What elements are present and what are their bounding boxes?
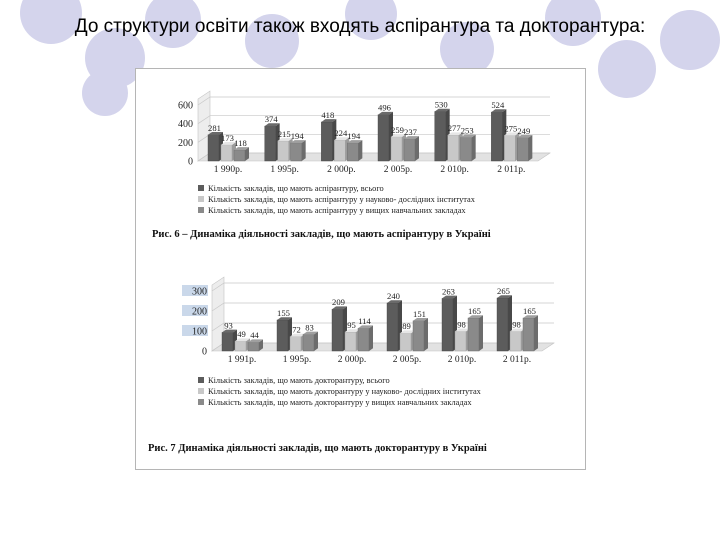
- legend-swatch: [198, 207, 204, 213]
- chart-2-bar-side: [314, 332, 318, 351]
- chart-2-bar: [277, 320, 288, 351]
- chart-1-bar: [391, 137, 402, 161]
- chart-2-data-label: 165: [523, 306, 536, 316]
- chart-1-x-tick-label: 2 005р.: [383, 165, 413, 175]
- chart-1-data-label: 237: [404, 126, 417, 137]
- chart-1-bar-side: [358, 140, 362, 161]
- chart-2-bar-side: [534, 315, 538, 351]
- legend-swatch: [198, 185, 204, 191]
- chart-2-y-tick-label: 100: [192, 326, 207, 338]
- chart-2-x-tick-label: 2 011р.: [502, 355, 532, 365]
- chart-1-data-label: 253: [460, 125, 474, 136]
- chart-1-bar: [347, 143, 358, 161]
- chart-2-bar-side: [479, 315, 483, 351]
- chart-2-data-label: 89: [402, 321, 411, 332]
- chart-2-data-label: 83: [305, 322, 314, 333]
- chart-1-bar: [404, 139, 415, 161]
- legend-label: Кількість закладів, що мають аспірантуру у вищих навчальних закладах: [208, 206, 466, 215]
- chart-2-data-label: 98: [512, 319, 521, 330]
- chart-1-bar: [448, 135, 459, 161]
- chart-1-bar: [378, 115, 389, 161]
- legend-item: [198, 375, 481, 386]
- chart-1-data-label: 281: [208, 122, 221, 133]
- chart-2-data-label: 209: [332, 297, 345, 308]
- chart-1-bar: [291, 143, 302, 161]
- chart-1-legend: [198, 183, 475, 216]
- chart-2-data-label: 72: [292, 324, 301, 335]
- chart-2-bar: [523, 318, 534, 351]
- chart-1-bar-side: [302, 140, 306, 161]
- chart-2-data-label: 49: [237, 329, 246, 340]
- legend-item: [198, 397, 481, 408]
- chart-1-x-tick-label: 2 011р.: [497, 165, 526, 175]
- chart-1-bar: [504, 135, 515, 161]
- chart-1-x-tick-label: 2 000р.: [327, 165, 356, 175]
- chart-2-x-tick-label: 1 991р.: [227, 355, 257, 365]
- chart-1-data-label: 259: [391, 124, 404, 135]
- chart-2-caption: Рис. 7 Динаміка діяльності закладів, що мають докторантуру в Україні: [148, 443, 487, 454]
- chart-1-bar: [221, 145, 232, 161]
- chart-2-data-label: 98: [457, 319, 466, 330]
- chart-2-y-tick-label: 0: [202, 346, 207, 358]
- chart-1-x-tick-label: 2 010р.: [440, 165, 469, 175]
- legend-item: [198, 386, 481, 397]
- chart-1-data-label: 194: [347, 130, 361, 141]
- legend-label: Кількість закладів, що мають аспірантуру у науково- дослідних інститутах: [208, 195, 475, 204]
- legend-item: [198, 194, 475, 205]
- legend-swatch: [198, 196, 204, 202]
- legend-label: Кількість закладів, що мають докторантуру у вищих навчальних закладах: [208, 398, 472, 407]
- chart-2-data-label: 93: [224, 320, 233, 331]
- chart-2-data-label: 95: [347, 320, 356, 330]
- chart-2-x-tick-label: 2 005р.: [392, 355, 422, 365]
- decor-circle: [598, 40, 656, 98]
- chart-2-bar: [290, 337, 301, 351]
- chart-2-bar: [332, 309, 343, 351]
- chart-2-bar: [510, 331, 521, 351]
- legend-label: Кількість закладів, що мають докторантуру у науково- дослідних інститутах: [208, 387, 481, 396]
- chart-1-bar: [491, 112, 502, 161]
- chart-1-bar: [334, 140, 345, 161]
- chart-1-bar: [517, 138, 528, 161]
- chart-1-data-label: 275: [504, 123, 518, 134]
- chart-2-bar: [497, 298, 508, 351]
- chart-1-data-label: 496: [378, 102, 391, 113]
- chart-2-bar: [400, 333, 411, 351]
- chart-2-bar-side: [424, 318, 428, 351]
- chart-2-bar: [455, 331, 466, 351]
- chart-1-y-tick-label: 600: [178, 100, 193, 112]
- legend-label: Кількість закладів, що мають аспірантуру, всього: [208, 184, 384, 193]
- chart-1-data-label: 374: [264, 114, 278, 125]
- chart-2-y-tick-label: 300: [192, 286, 207, 298]
- chart-1-bar: [278, 141, 289, 161]
- chart-2-data-label: 263: [442, 286, 455, 297]
- chart-1-bar: [461, 137, 472, 161]
- chart-2-x-tick-label: 1 995р.: [282, 355, 312, 365]
- chart-1-data-label: 215: [277, 128, 291, 139]
- chart-2-x-tick-label: 2 000р.: [337, 355, 367, 365]
- chart-1-data-label: 194: [290, 130, 304, 141]
- slide-title: До структури освіти також входять аспірантура та докторантура:: [74, 16, 646, 37]
- legend-item: [198, 183, 475, 194]
- legend-item: [198, 205, 475, 216]
- chart-2-bar: [235, 341, 246, 351]
- chart-2-bar: [442, 298, 453, 351]
- chart-1-caption: Рис. 6 – Динаміка діяльності закладів, що мають аспірантуру в Україні: [152, 229, 491, 240]
- chart-2-y-tick-label: 200: [192, 306, 207, 318]
- chart-1-data-label: 249: [517, 125, 531, 136]
- chart-2-bar: [345, 332, 356, 351]
- chart-1-bar-side: [528, 135, 532, 161]
- chart-2-bar: [248, 342, 259, 351]
- chart-1-y-tick-label: 200: [178, 137, 193, 149]
- decor-circle: [82, 70, 128, 116]
- chart-1-y-tick-label: 0: [188, 156, 193, 168]
- chart-1-data-label: 118: [234, 137, 247, 148]
- chart-2-legend: [198, 375, 481, 408]
- chart-1-bar-side: [472, 135, 476, 161]
- chart-2-bar: [468, 318, 479, 351]
- figure-panel: [135, 68, 586, 470]
- chart-2-data-label: 44: [250, 330, 259, 341]
- chart-1-data-label: 173: [221, 132, 234, 143]
- chart-1-data-label: 277: [447, 123, 461, 134]
- chart-2-x-tick-label: 2 010р.: [447, 355, 477, 365]
- chart-1-data-label: 224: [334, 128, 348, 139]
- chart-1-data-label: 530: [434, 99, 448, 110]
- chart-2-bar: [358, 328, 369, 351]
- chart-2-data-label: 265: [497, 286, 510, 296]
- chart-2-bar: [413, 321, 424, 351]
- chart-1-bar: [234, 150, 245, 161]
- chart-1-bar: [265, 126, 276, 161]
- chart-1-data-label: 524: [491, 100, 505, 111]
- legend-swatch: [198, 388, 204, 394]
- chart-1-data-label: 418: [321, 109, 335, 120]
- chart-1-bar-side: [415, 136, 419, 161]
- chart-canvas: [136, 69, 585, 469]
- chart-1-x-tick-label: 1 995р.: [270, 165, 299, 175]
- legend-swatch: [198, 377, 204, 383]
- chart-2-data-label: 155: [277, 308, 290, 318]
- chart-2-data-label: 240: [387, 291, 400, 301]
- chart-2-bar-side: [369, 325, 373, 351]
- chart-2-data-label: 114: [358, 316, 371, 327]
- chart-1-bar: [208, 135, 219, 161]
- legend-swatch: [198, 399, 204, 405]
- chart-1-bar: [321, 122, 332, 161]
- chart-1-y-tick-label: 400: [178, 119, 193, 131]
- chart-1-x-tick-label: 1 990р.: [213, 165, 243, 175]
- chart-2-bar: [387, 303, 398, 351]
- chart-2-bar: [303, 334, 314, 351]
- chart-2-data-label: 151: [413, 308, 426, 319]
- chart-2-bar: [222, 332, 233, 351]
- chart-2-data-label: 165: [468, 306, 481, 316]
- chart-1-bar: [435, 112, 446, 161]
- legend-label: Кількість закладів, що мають докторантуру, всього: [208, 376, 390, 385]
